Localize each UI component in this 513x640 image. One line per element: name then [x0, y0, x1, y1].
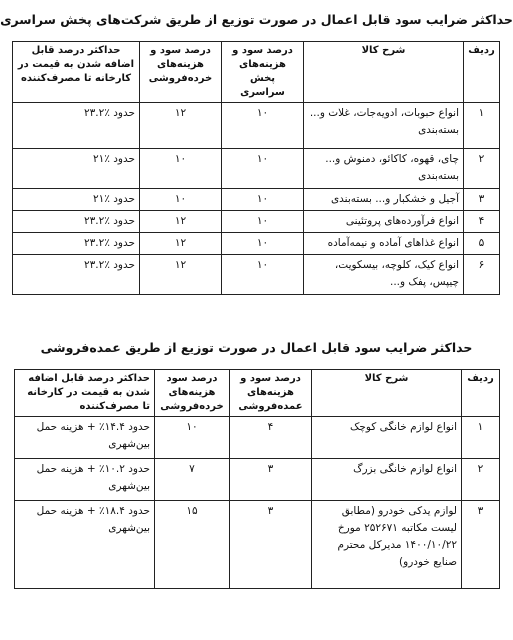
row-retail: ۱۰ [140, 189, 222, 211]
row-retail: ۱۵ [155, 501, 230, 589]
row-distribution: ۱۰ [222, 211, 304, 233]
row-retail: ۷ [155, 459, 230, 501]
row-max-percent: حدود ۱۸.۴٪ + هزینه حمل بین‌شهری [15, 501, 155, 589]
row-max-percent: حدود ٪۲۱ [13, 189, 140, 211]
wholesale-table [14, 369, 500, 589]
row-description: انواع حبوبات، ادویه‌جات، غلات و... بسته‌بندی [304, 103, 464, 149]
row-number: ۲ [462, 459, 500, 501]
row-number: ۲ [464, 149, 500, 189]
row-description: انواع لوازم خانگی کوچک [312, 417, 462, 459]
row-description: آجیل و خشکبار و... بسته‌بندی [304, 189, 464, 211]
row-description: انواع غذاهای آماده و نیمه‌آماده [304, 233, 464, 255]
header-row-number: ردیف [462, 370, 500, 417]
header-row-number: ردیف [464, 42, 500, 103]
row-number: ۵ [464, 233, 500, 255]
row-number: ۱ [462, 417, 500, 459]
row-distribution: ۱۰ [222, 189, 304, 211]
row-max-percent: حدود ٪۲۳.۲ [13, 103, 140, 149]
row-wholesale: ۳ [230, 501, 312, 589]
header-retail: درصد سود و هزینه‌های خرده‌فروشی [140, 42, 222, 103]
row-retail: ۱۲ [140, 103, 222, 149]
row-max-percent: حدود ۱۴.۴٪ + هزینه حمل بین‌شهری [15, 417, 155, 459]
row-max-percent: حدود ٪۲۳.۲ [13, 233, 140, 255]
header-description: شرح کالا [312, 370, 462, 417]
table-row [13, 211, 500, 233]
row-distribution: ۱۰ [222, 103, 304, 149]
row-wholesale: ۴ [230, 417, 312, 459]
table-row [13, 149, 500, 189]
row-description: چای، قهوه، کاکائو، دمنوش و... بسته‌بندی [304, 149, 464, 189]
row-distribution: ۱۰ [222, 149, 304, 189]
table-header-row [13, 42, 500, 103]
row-distribution: ۱۰ [222, 233, 304, 255]
row-retail: ۱۲ [140, 233, 222, 255]
table-row [13, 255, 500, 295]
table2-title: حداکثر ضرایب سود قابل اعمال در صورت توزیع از طریق عمده‌فروشی [40, 340, 473, 355]
row-retail: ۱۰ [155, 417, 230, 459]
row-description: لوازم یدکی خودرو (مطابق لیست مکاتبه ۲۵۲۶۷۱ مورخ ۱۴۰۰/۱۰/۲۲ مدیرکل محترم صنایع خودرو) [312, 501, 462, 589]
row-description: انواع کیک، کلوچه، بیسکویت، چیپس، پفک و... [304, 255, 464, 295]
row-description: انواع لوازم خانگی بزرگ [312, 459, 462, 501]
row-distribution: ۱۰ [222, 255, 304, 295]
row-description: انواع فرآورده‌های پروتئینی [304, 211, 464, 233]
row-number: ۶ [464, 255, 500, 295]
row-max-percent: حدود ٪۲۳.۲ [13, 211, 140, 233]
header-wholesale: درصد سود و هزینه‌های عمده‌فروشی [230, 370, 312, 417]
header-retail: درصد سود هزینه‌های خرده‌فروشی [155, 370, 230, 417]
table-row [15, 501, 500, 589]
table-row [13, 103, 500, 149]
table-row [13, 189, 500, 211]
header-max-percent: حداکثر درصد قابل اضافه شدن به قیمت در کارخانه تا مصرف‌کننده [13, 42, 140, 103]
table-header-row [15, 370, 500, 417]
row-wholesale: ۳ [230, 459, 312, 501]
header-distribution: درصد سود و هزینه‌های پخش سراسری [222, 42, 304, 103]
distribution-table [12, 41, 500, 295]
row-retail: ۱۲ [140, 211, 222, 233]
row-number: ۴ [464, 211, 500, 233]
row-retail: ۱۲ [140, 255, 222, 295]
row-max-percent: حدود ٪۲۳.۲ [13, 255, 140, 295]
row-number: ۳ [462, 501, 500, 589]
row-number: ۳ [464, 189, 500, 211]
row-retail: ۱۰ [140, 149, 222, 189]
header-max-percent: حداکثر درصد قابل اضافه شدن به قیمت در کارخانه تا مصرف‌کننده [15, 370, 155, 417]
table-row [15, 459, 500, 501]
row-max-percent: حدود ۱۰.۲٪ + هزینه حمل بین‌شهری [15, 459, 155, 501]
table-row [15, 417, 500, 459]
row-max-percent: حدود ٪۲۱ [13, 149, 140, 189]
row-number: ۱ [464, 103, 500, 149]
header-description: شرح کالا [304, 42, 464, 103]
table-row [13, 233, 500, 255]
table1-title: حداکثر ضرایب سود قابل اعمال در صورت توزیع از طریق شرکت‌های پخش سراسری [0, 12, 513, 27]
